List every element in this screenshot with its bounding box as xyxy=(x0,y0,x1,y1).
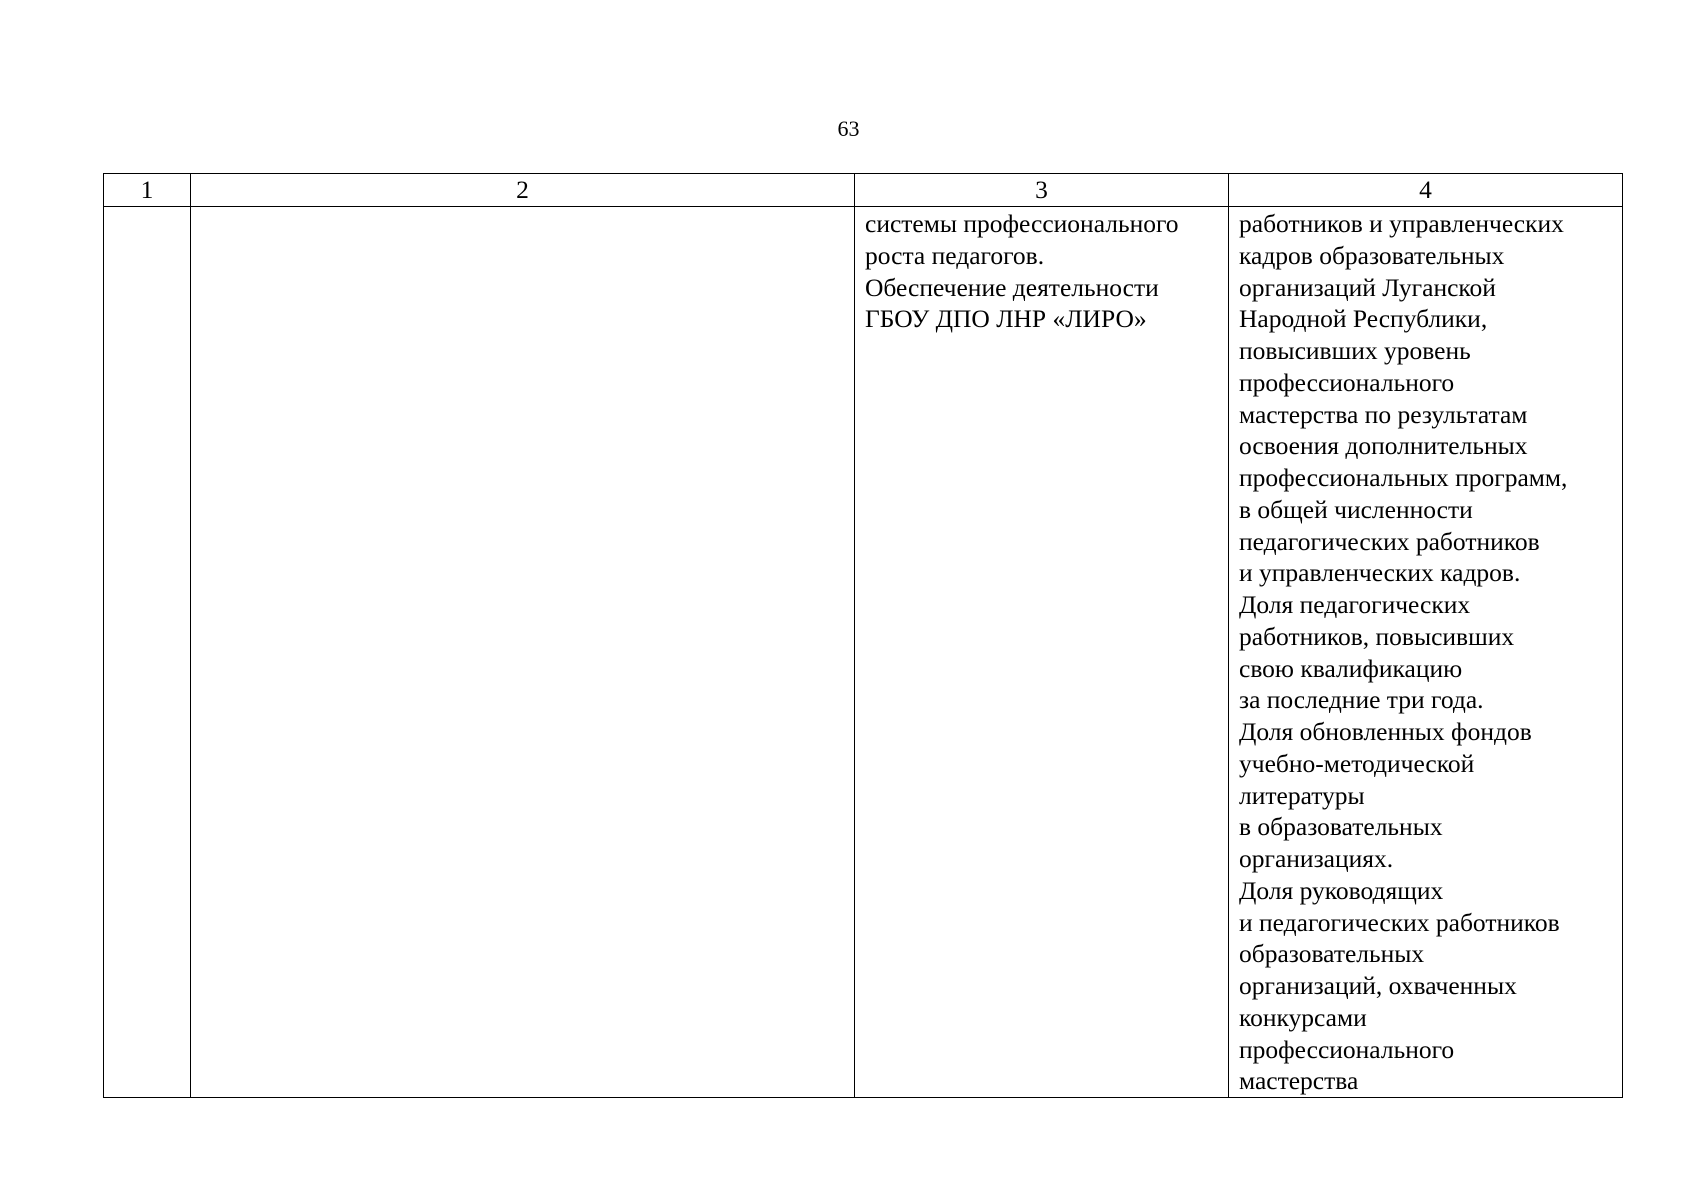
column-header-2: 2 xyxy=(191,174,855,207)
table-header-row xyxy=(104,174,1623,207)
cell-text-line: повысивших уровень xyxy=(1239,336,1471,365)
cell-text-line: Народной Республики, xyxy=(1239,304,1488,334)
cell-text-line: работников, повысивших xyxy=(1239,621,1515,651)
cell-text-line: литературы xyxy=(1239,780,1365,810)
cell-col1 xyxy=(104,207,191,1098)
cell-text-line: конкурсами xyxy=(1239,1002,1367,1032)
cell-text-line: работников и управленческих xyxy=(1239,209,1564,238)
cell-text-line: организаций, охваченных xyxy=(1239,971,1517,1000)
column-header-4: 4 xyxy=(1229,174,1623,207)
cell-text-line: профессионального xyxy=(1239,367,1455,397)
page-number: 63 xyxy=(837,116,860,141)
cell-text-line: и педагогических работников xyxy=(1239,907,1560,937)
data-table xyxy=(103,173,1623,1098)
cell-col1-text xyxy=(104,207,190,208)
cell-text-line: свою квалификацию xyxy=(1239,653,1463,683)
cell-text-line: мастерства по результатам xyxy=(1239,399,1528,429)
table-row xyxy=(104,207,1623,1098)
cell-text-line: учебно-методической xyxy=(1239,748,1475,778)
cell-text-line: организаций Луганской xyxy=(1239,272,1496,302)
cell-text-line: образовательных xyxy=(1239,939,1425,969)
cell-text-line: педагогических работников xyxy=(1239,526,1540,556)
cell-text-line: Доля педагогических xyxy=(1239,590,1471,619)
cell-text-line: за последние три года. xyxy=(1239,685,1484,715)
column-header-1: 1 xyxy=(104,174,191,207)
cell-col2 xyxy=(191,207,855,1098)
cell-text-line: и управленческих кадров. xyxy=(1239,558,1521,588)
cell-text-line: системы профессионального xyxy=(865,209,1179,238)
cell-col3-text xyxy=(855,207,1228,335)
cell-text-line: Доля руководящих xyxy=(1239,875,1444,905)
cell-col4-text xyxy=(1229,207,1622,1097)
column-header-3: 3 xyxy=(855,174,1229,207)
cell-text-line: профессионального xyxy=(1239,1034,1455,1064)
cell-text-line: в образовательных xyxy=(1239,812,1443,842)
cell-col2-text xyxy=(191,207,854,208)
cell-text-line: организациях. xyxy=(1239,844,1394,873)
cell-col4 xyxy=(1229,207,1623,1098)
cell-text-line: роста педагогов. xyxy=(865,240,1045,270)
cell-text-line: в общей численности xyxy=(1239,494,1473,524)
cell-col3 xyxy=(855,207,1229,1098)
cell-text-line: кадров образовательных xyxy=(1239,240,1505,270)
cell-text-line: освоения дополнительных xyxy=(1239,431,1528,461)
cell-text-line: Обеспечение деятельности xyxy=(865,272,1159,302)
cell-text-line: профессиональных программ, xyxy=(1239,463,1568,492)
cell-text-line: ГБОУ ДПО ЛНР «ЛИРО» xyxy=(865,304,1147,334)
cell-text-line: Доля обновленных фондов xyxy=(1239,717,1532,746)
cell-text-line: мастерства xyxy=(1239,1066,1359,1096)
